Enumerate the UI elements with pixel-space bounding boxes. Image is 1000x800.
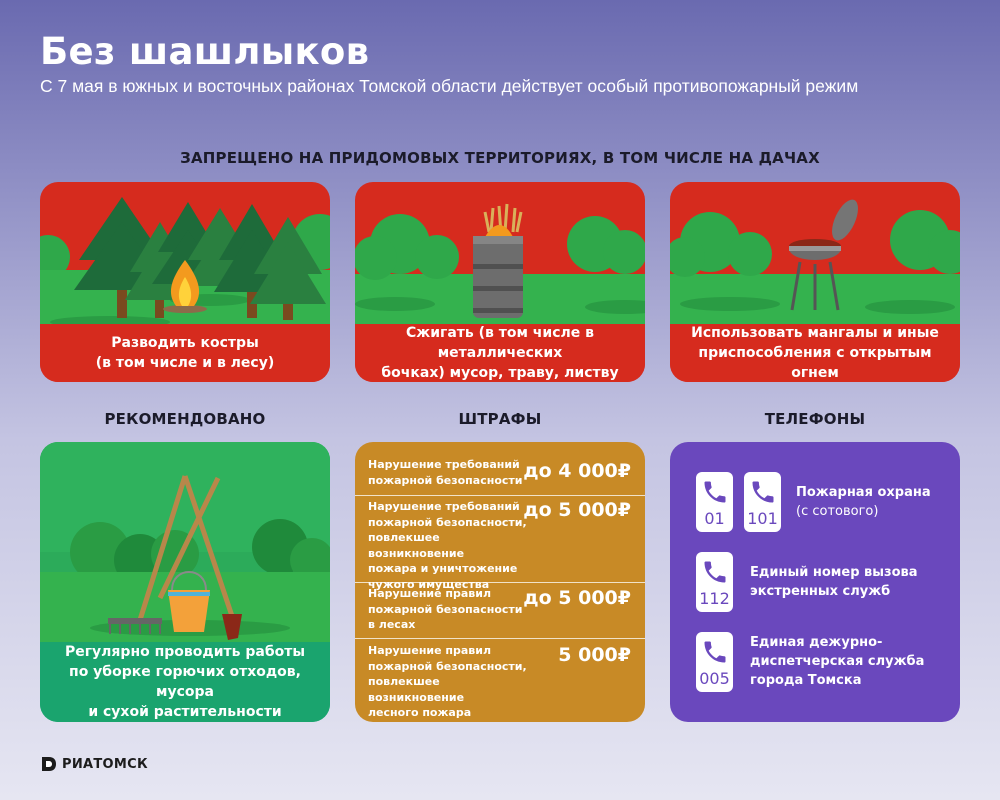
fine-line: Нарушение требований <box>368 500 520 513</box>
fine-line: Нарушение требований <box>368 458 520 471</box>
ria-tomsk-logo <box>40 756 148 772</box>
prohibited-card-campfire <box>40 182 330 382</box>
phone-label-emergency <box>750 563 950 601</box>
fine-line: пожарной безопасности, <box>368 515 527 529</box>
label-line: и сухой растительности <box>88 704 282 720</box>
label-line: (в том числе и в лесу) <box>95 355 275 371</box>
label-line: Единая дежурно- <box>750 635 883 650</box>
phone-number: 101 <box>747 509 778 528</box>
fine-line: повлекшее возникновение <box>368 531 465 560</box>
label-line: по уборке горючих отходов, мусора <box>69 664 301 700</box>
phone-icon <box>701 638 729 666</box>
label-line: диспетчерская служба <box>750 654 925 669</box>
recommended-heading: РЕКОМЕНДОВАНО <box>104 410 266 428</box>
prohibited-label-barrel <box>355 324 645 382</box>
fine-line: пожарной безопасности <box>368 473 523 487</box>
fine-line: лесного пожара <box>368 706 472 719</box>
fine-line: Нарушение правил <box>368 644 492 657</box>
prohibited-card-grill <box>670 182 960 382</box>
phone-icon <box>701 478 729 506</box>
page-title: Без шашлыков <box>40 30 370 73</box>
phone-label-fire <box>796 483 946 521</box>
label-line: Сжигать (в том числе в металлических <box>405 325 594 361</box>
label-line: экстренных служб <box>750 584 891 599</box>
phone-number: 005 <box>699 669 730 688</box>
phone-icon <box>749 478 777 506</box>
label-line: (с сотового) <box>796 504 879 519</box>
phone-number-card[interactable] <box>696 472 733 532</box>
fines-heading: ШТРАФЫ <box>458 410 542 428</box>
prohibited-label-campfire <box>40 324 330 382</box>
logo-mark-icon <box>40 756 58 772</box>
label-line: Пожарная охрана <box>796 485 931 500</box>
page-subtitle: С 7 мая в южных и восточных районах Томской области действует особый противопожарный режим <box>40 76 859 96</box>
fine-row <box>355 582 645 639</box>
fine-line: чужого имущества <box>368 577 490 591</box>
phones-heading: ТЕЛЕФОНЫ <box>764 410 866 428</box>
fine-line: повлекшее возникновение <box>368 675 465 704</box>
label-line: приспособления с открытым огнем <box>698 345 932 381</box>
fine-line: в лесах <box>368 618 416 631</box>
fine-description <box>368 499 528 592</box>
fine-amount: до 5 000₽ <box>523 499 631 521</box>
phone-number-card[interactable] <box>696 632 733 692</box>
fine-line: пожара и уничтожение <box>368 562 518 575</box>
recommended-card <box>40 442 330 722</box>
fine-row <box>355 442 645 496</box>
phone-number-card[interactable] <box>696 552 733 612</box>
label-line: Использовать мангалы и иные <box>691 325 939 341</box>
fine-description <box>368 457 528 488</box>
fine-row <box>355 638 645 722</box>
label-line: Регулярно проводить работы <box>64 644 305 660</box>
phone-icon <box>701 558 729 586</box>
logo-text: РИАТОМСК <box>62 756 148 772</box>
fine-line: Нарушение правил <box>368 587 492 600</box>
label-line: Единый номер вызова <box>750 565 918 580</box>
prohibited-label-grill <box>670 324 960 382</box>
fine-description <box>368 643 528 721</box>
prohibited-heading: ЗАПРЕЩЕНО НА ПРИДОМОВЫХ ТЕРРИТОРИЯХ, В ТОМ ЧИСЛЕ НА ДАЧАХ <box>180 149 820 167</box>
fine-amount: до 4 000₽ <box>523 460 631 482</box>
label-line: бочках) мусор, траву, листву <box>381 365 619 381</box>
phone-number: 112 <box>699 589 730 608</box>
fine-row <box>355 495 645 591</box>
phones-card <box>670 442 960 722</box>
fine-line: пожарной безопасности <box>368 602 523 616</box>
phone-number: 01 <box>704 509 725 528</box>
phone-label-dispatch <box>750 633 950 690</box>
phone-number-card[interactable] <box>744 472 781 532</box>
fine-amount: 5 000₽ <box>558 644 631 666</box>
prohibited-card-barrel <box>355 182 645 382</box>
fines-card <box>355 442 645 722</box>
label-line: Разводить костры <box>111 335 259 351</box>
fine-description <box>368 586 528 633</box>
label-line: города Томска <box>750 673 862 688</box>
recommended-label <box>40 642 330 722</box>
fine-line: пожарной безопасности, <box>368 659 527 673</box>
fine-amount: до 5 000₽ <box>523 587 631 609</box>
